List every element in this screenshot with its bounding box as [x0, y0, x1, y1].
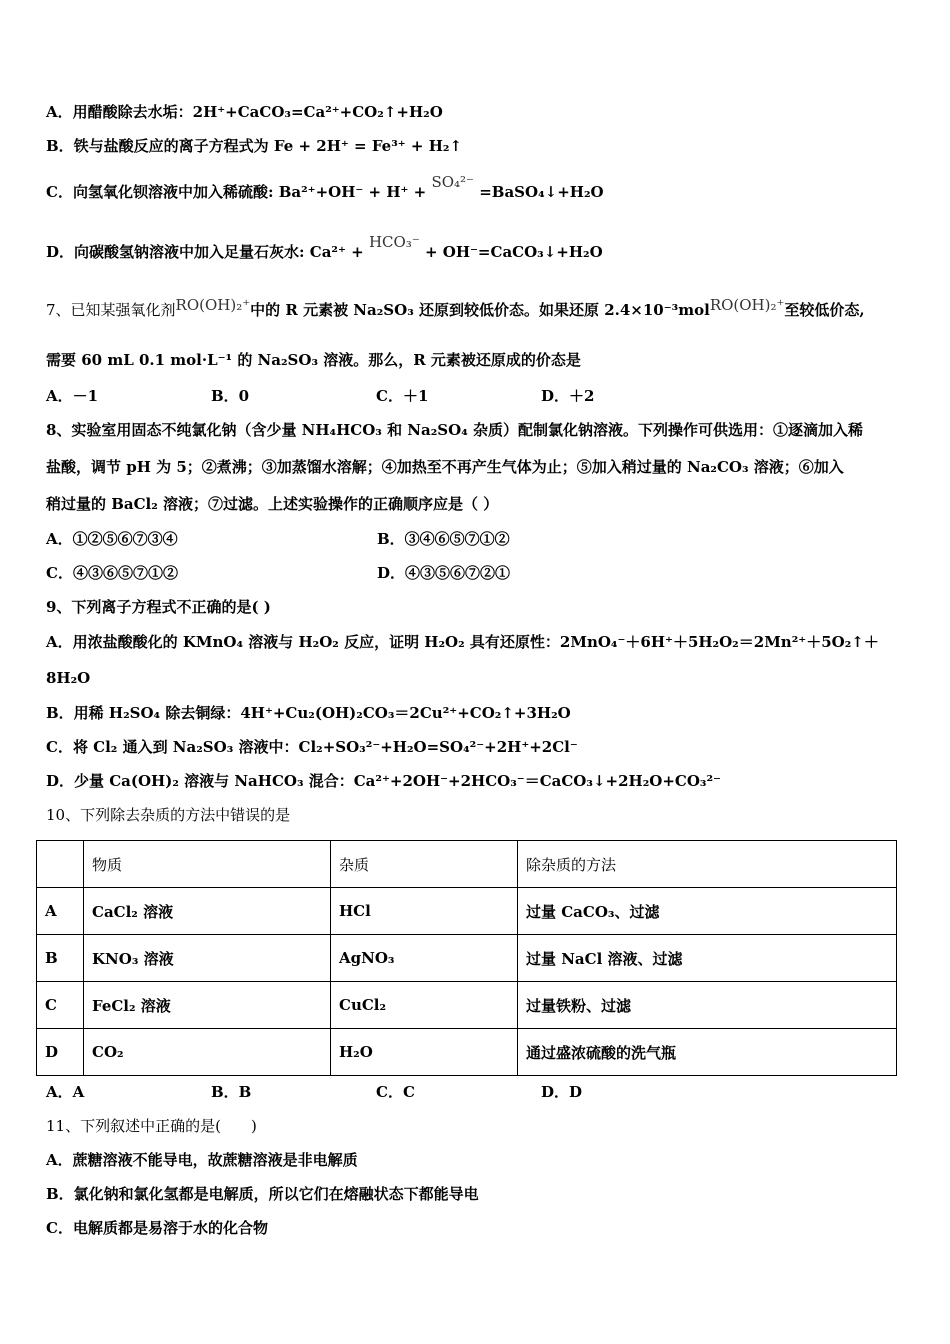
table-cell: HCl: [331, 888, 518, 935]
q9-option-a-line1: A．用浓盐酸酸化的 KMnO₄ 溶液与 H₂O₂ 反应，证明 H₂O₂ 具有还原性：2MnO₄⁻＋6H⁺＋5H₂O₂＝2Mn²⁺＋5O₂↑＋: [46, 633, 879, 651]
q11-stem: 11、下列叙述中正确的是( ): [46, 1117, 257, 1135]
q10-option-c: C．C: [376, 1083, 415, 1101]
table-cell: 过量 NaCl 溶液、过滤: [518, 935, 897, 982]
table-cell: CuCl₂: [331, 982, 518, 1029]
table-cell: H₂O: [331, 1029, 518, 1076]
q6-option-c: [46, 173, 604, 202]
q7-stem-line2: 需要 60 mL 0.1 mol·L⁻¹ 的 Na₂SO₃ 溶液。那么，R 元素被还原成的价态是: [46, 351, 581, 369]
q6-sulfate-formula: SO₄²⁻: [431, 173, 474, 191]
q10-option-d: D．D: [541, 1083, 583, 1101]
table-row: [37, 1029, 897, 1076]
q6-option-b: B．铁与盐酸反应的离子方程式为 Fe + 2H⁺ = Fe³⁺ + H₂↑: [46, 137, 463, 155]
q7-stem-start: 7、已知某强氧化剂: [46, 301, 176, 319]
table-cell: A: [37, 888, 84, 935]
table-cell: C: [37, 982, 84, 1029]
q8-options-row1: [46, 529, 510, 549]
table-cell: KNO₃ 溶液: [84, 935, 331, 982]
table-cell: CO₂: [84, 1029, 331, 1076]
q11-option-b: B．氯化钠和氯化氢都是电解质，所以它们在熔融状态下都能导电: [46, 1185, 479, 1203]
q7-options: [46, 386, 594, 406]
q10-table: [36, 840, 897, 1076]
q6-bicarbonate-formula: HCO₃⁻: [368, 233, 420, 251]
q6-option-d: [46, 233, 603, 262]
table-cell: B: [37, 935, 84, 982]
table-row: [37, 982, 897, 1029]
q9-option-a-line2: 8H₂O: [46, 669, 91, 687]
q9-option-b: B．用稀 H₂SO₄ 除去铜绿：4H⁺+Cu₂(OH)₂CO₃＝2Cu²⁺+CO₂↑+3H₂O: [46, 704, 571, 722]
q9-stem: 9、下列离子方程式不正确的是( ): [46, 598, 271, 616]
q8-option-b: B．③④⑥⑤⑦①②: [377, 530, 510, 548]
q7-stem-middle: 中的 R 元素被 Na₂SO₃ 还原到较低价态。如果还原 2.4×10⁻³mol: [250, 301, 710, 319]
q8-option-c: C．④③⑥⑤⑦①②: [46, 564, 178, 582]
q10-stem: 10、下列除去杂质的方法中错误的是: [46, 806, 291, 824]
q10-option-b: B．B: [211, 1083, 252, 1101]
q6-option-d-end: + OH⁻=CaCO₃↓+H₂O: [424, 243, 603, 261]
q7-option-d: D．＋2: [541, 387, 595, 405]
table-row: [37, 935, 897, 982]
q6-option-a: A．用醋酸除去水垢：2H⁺+CaCO₃=Ca²⁺+CO₂↑+H₂O: [46, 103, 443, 121]
q8-stem-line2: 盐酸，调节 pH 为 5；②煮沸；③加蒸馏水溶解；④加热至不再产生气体为止；⑤加入稍过量的 Na₂CO₃ 溶液；⑥加入: [46, 458, 844, 476]
q8-stem-line3: 稍过量的 BaCl₂ 溶液；⑦过滤。上述实验操作的正确顺序应是（ ）: [46, 495, 499, 513]
q9-option-c: C．将 Cl₂ 通入到 Na₂SO₃ 溶液中：Cl₂+SO₃²⁻+H₂O=SO₄²⁻+2H⁺+2Cl⁻: [46, 738, 578, 756]
table-cell: D: [37, 1029, 84, 1076]
table-row: [37, 888, 897, 935]
table-cell: 通过盛浓硫酸的洗气瓶: [518, 1029, 897, 1076]
q8-option-a: A．①②⑤⑥⑦③④: [46, 530, 178, 548]
q6-option-d-text: D．向碳酸氢钠溶液中加入足量石灰水: Ca²⁺ +: [46, 243, 364, 261]
q8-stem-line1: 8、实验室用固态不纯氯化钠（含少量 NH₄HCO₃ 和 Na₂SO₄ 杂质）配制氯化钠溶液。下列操作可供选用：①逐滴加入稀: [46, 421, 863, 439]
q7-formula-2: RO(OH)₂⁺: [709, 296, 785, 314]
q11-option-a: A．蔗糖溶液不能导电，故蔗糖溶液是非电解质: [46, 1151, 358, 1169]
table-header-cell: 物质: [84, 841, 331, 888]
table-header-cell: 除杂质的方法: [518, 841, 897, 888]
q7-option-c: C．＋1: [376, 387, 429, 405]
table-header-cell: 杂质: [331, 841, 518, 888]
table-cell: FeCl₂ 溶液: [84, 982, 331, 1029]
q7-formula-1: RO(OH)₂⁺: [175, 296, 251, 314]
table-cell: CaCl₂ 溶液: [84, 888, 331, 935]
q10-option-a: A．A: [46, 1083, 85, 1101]
q8-option-d: D．④③⑤⑥⑦②①: [377, 564, 511, 582]
table-cell: 过量 CaCO₃、过滤: [518, 888, 897, 935]
table-header-row: [37, 841, 897, 888]
q7-stem-end: 至较低价态,: [784, 301, 865, 319]
table-cell: 过量铁粉、过滤: [518, 982, 897, 1029]
table-header-cell: [37, 841, 84, 888]
q6-option-c-end: =BaSO₄↓+H₂O: [479, 183, 604, 201]
q7-option-b: B．0: [211, 387, 250, 405]
q8-options-row2: [46, 563, 510, 583]
q11-option-c: C．电解质都是易溶于水的化合物: [46, 1219, 268, 1237]
q7-stem-line1: [46, 296, 865, 320]
q9-option-d: D．少量 Ca(OH)₂ 溶液与 NaHCO₃ 混合：Ca²⁺+2OH⁻+2HCO₃⁻＝CaCO₃↓+2H₂O+CO₃²⁻: [46, 772, 721, 790]
table-cell: AgNO₃: [331, 935, 518, 982]
q10-options: [46, 1082, 582, 1102]
q6-option-c-text: C．向氢氧化钡溶液中加入稀硫酸: Ba²⁺+OH⁻ + H⁺ +: [46, 183, 427, 201]
q7-option-a: A．－1: [46, 387, 99, 405]
